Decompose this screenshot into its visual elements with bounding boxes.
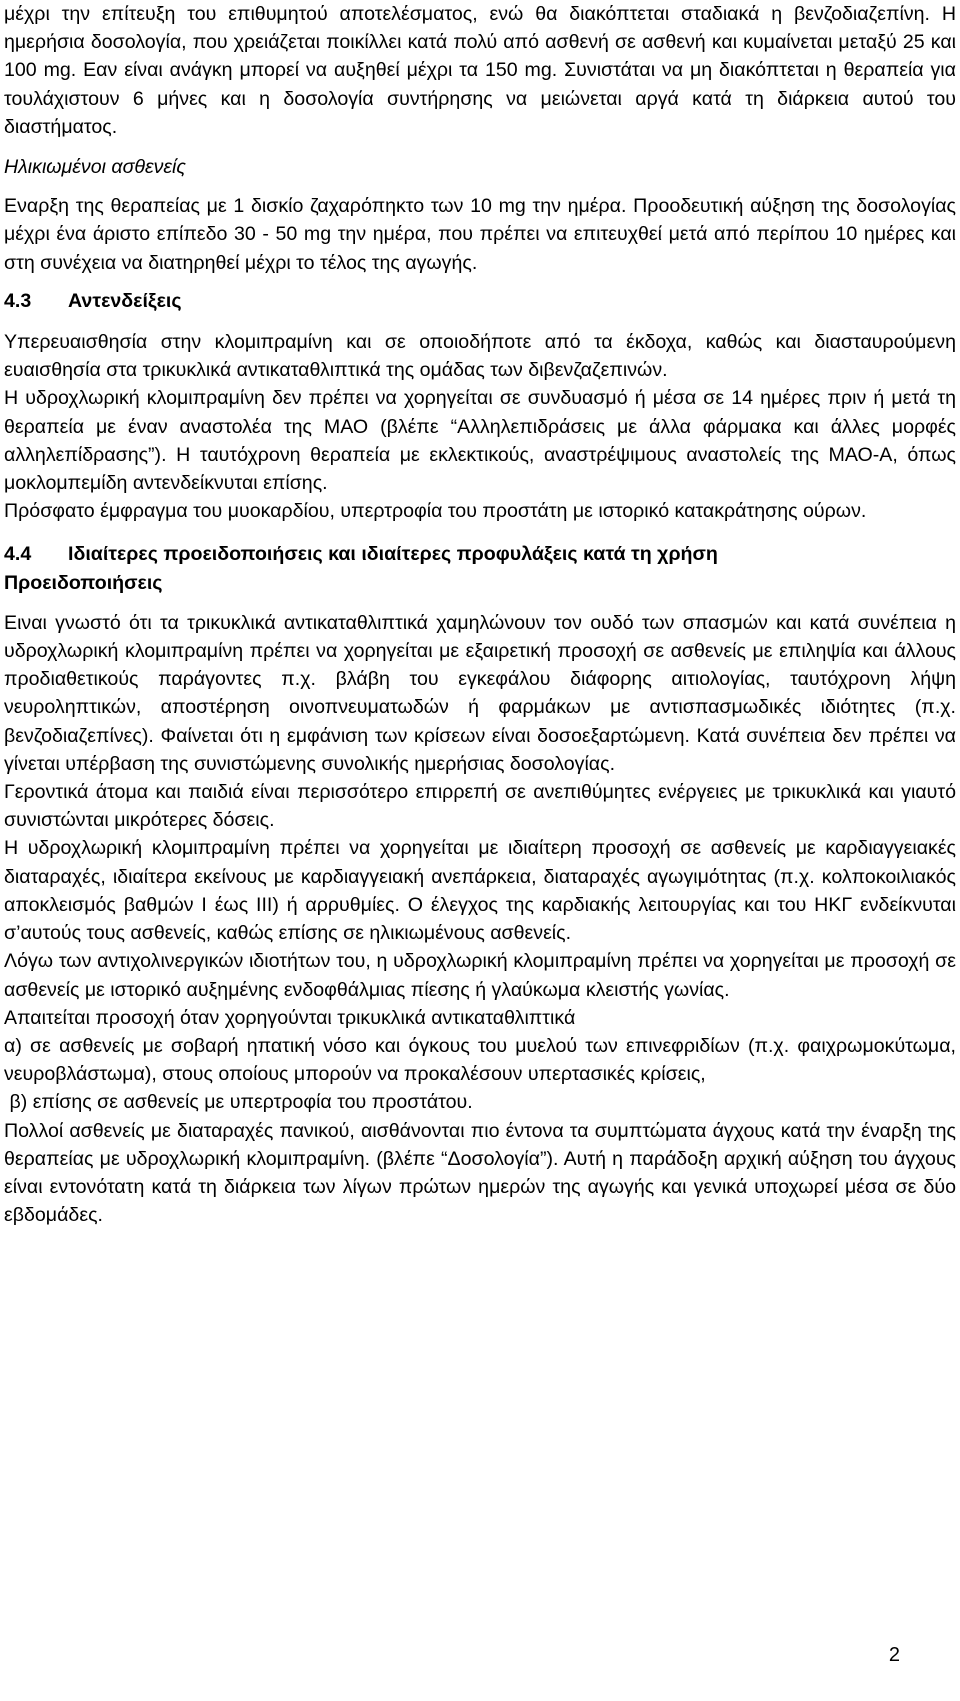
warning-paragraph: α) σε ασθενείς με σοβαρή ηπατική νόσο και όγκους του μυελού των επινεφριδίων (π.χ. φαιχρωμοκύτωμα, νευροβλάστωμα), στους οποίους μπορούν να προκαλέσουν υπερτασικές κρίσεις,: [4, 1034, 956, 1086]
warning-paragraph: Λόγω των αντιχολινεργικών ιδιοτήτων του, η υδροχλωρική κλομιπραμίνη πρέπει να χορηγείται με προσοχή σε ασθενείς με ιστορικό αυξημένης ενδοφθάλμιας πίεσης ή γλαύκωμα κλειστής γωνίας.: [4, 950, 956, 1001]
contraindication-paragraph: Η υδροχλωρική κλομιπραμίνη δεν πρέπει να χορηγείται σε συνδυασμό ή μέσα σε 14 ημέρες πριν ή μετά τη θεραπεία με έναν αναστολέα της ΜΑΟ (βλέπε “Αλληλεπιδράσεις με άλλα φάρμακα και άλλες μορφές αλληλεπίδρασης”). Η ταυτόχρονη θεραπεία με εκλεκτικούς, αναστρέψιμους αναστολείς της ΜΑΟ-Α, όπως μοκλομπεμίδη αντενδείκνυται επίσης.: [4, 387, 956, 495]
section-number: 4.4: [4, 543, 32, 566]
warning-paragraph: Γεροντικά άτομα και παιδιά είναι περισσότερο επιρρεπή σε ανεπιθύμητες ενέργειες με τρικυκλικά και γιαυτό συνιστώνται μικρότερες δόσεις.: [4, 781, 956, 832]
section-title: Ιδιαίτερες προειδοποιήσεις και ιδιαίτερες προφυλάξεις κατά τη χρήση: [68, 543, 718, 566]
contraindication-paragraph: Πρόσφατο έμφραγμα του μυοκαρδίου, υπερτροφία του προστάτη με ιστορικό κατακράτησης ούρων.: [4, 500, 867, 523]
warning-paragraph: Πολλοί ασθενείς με διαταραχές πανικού, αισθάνονται πιο έντονα τα συμπτώματα άγχους κατά την έναρξη της θεραπείας με υδροχλωρική κλομιπραμίνη. (βλέπε “Δοσολογία”). Αυτή η παράδοξη αρχική αύξηση του άγχους είναι εντονότατη κατά τη διάρκεια των λίγων πρώτων ημερών της αγωγής και γενικά υποχωρεί μέσα σε δύο εβδομάδες.: [4, 1119, 956, 1227]
page-number: 2: [888, 1644, 900, 1666]
warning-paragraph: Η υδροχλωρική κλομιπραμίνη πρέπει να χορηγείται με ιδιαίτερη προσοχή σε ασθενείς με καρδιαγγειακές διαταραχές, ιδιαίτερα εκείνους με καρδιαγγειακή ανεπάρκεια, διαταραχές αγωγιμότητας (π.χ. κολποκοιλιακός αποκλεισμός βαθμών Ι έως ΙΙΙ) ή αρρυθμίες. Ο έλεγχος της καρδιακής λειτουργίας και του ΗΚΓ ενδείκνυται σ’αυτούς τους ασθενείς, καθώς επίσης σε ηλικιωμένους ασθενείς.: [4, 837, 956, 945]
section-number: 4.3: [4, 289, 32, 312]
section-subheading: Προειδοποιήσεις: [4, 571, 163, 594]
section-4-4-heading: [4, 540, 956, 596]
warning-paragraph: Απαιτείται προσοχή όταν χορηγούνται τρικυκλικά αντικαταθλιπτικά: [4, 1006, 576, 1029]
section-title: Αντενδείξεις: [68, 289, 182, 312]
elderly-paragraph: Εναρξη της θεραπείας με 1 δισκίο ζαχαρόπηκτο των 10 mg την ημέρα. Προοδευτική αύξηση της δοσολογίας μέχρι ένα άριστο επίπεδο 30 - 50 mg την ημέρα, που πρέπει να επιτευχθεί μετά από περίπου 10 ημέρες και στη συνέχεια να διατηρηθεί μέχρι το τέλος της αγωγής.: [4, 195, 956, 274]
warning-paragraph: β) επίσης σε ασθενείς με υπερτροφία του προστάτου.: [4, 1091, 473, 1114]
warning-paragraph: Eιναι γνωστό ότι τα τρικυκλικά αντικαταθλιπτικά χαμηλώνουν τον ουδό των σπασμών και κατά συνέπεια η υδροχλωρική κλομιπραμίνη πρέπει να χορηγείται με εξαιρετική προσοχή σε ασθενείς με επιληψία και άλλους προδιαθετικούς παράγοντες π.χ. βλάβη του εγκεφάλου διάφορης αιτιολογίας, ταυτόχρονη λήψη νευροληπτικών, αποστέρηση οινοπνευματωδών ή φαρμάκων με αντισπασμωδικές ιδιότητες (π.χ. βενζοδιαζεπίνες). Φαίνεται ότι η εμφάνιση των κρίσεων είναι δοσοεξαρτώμενη. Κατά συνέπεια δεν πρέπει να γίνεται υπέρβαση της συνιστώμενης συνολικής ημερήσιας δοσολογίας.: [4, 611, 956, 775]
intro-paragraph: μέχρι την επίτευξη του επιθυμητού αποτελέσματος, ενώ θα διακόπτεται σταδιακά η βενζοδιαζεπίνη. Η ημερήσια δοσολογία, που χρειάζεται ποικίλλει κατά πολύ από ασθενή σε ασθενή και κυμαίνεται μεταξύ 25 και 100 mg. Εαν είναι ανάγκη μπορεί να αυξηθεί μέχρι τα 150 mg. Συνιστάται να μη διακόπτεται η θεραπεία για τουλάχιστουν 6 μήνες και η δοσολογία συντήρησης να μειώνεται αργά κατά τη διάρκεια αυτού του διαστήματος.: [4, 3, 956, 138]
document-page: [4, 0, 956, 1229]
section-4-3-heading: [4, 287, 956, 315]
elderly-heading: Ηλικιωμένοι ασθενείς: [4, 156, 186, 179]
contraindication-paragraph: Υπερευαισθησία στην κλομιπραμίνη και σε οποιοδήποτε από τα έκδοχα, καθώς και διασταυρούμενη ευαισθησία στα τρικυκλικά αντικαταθλιπτικά της ομάδας των διβενζαζεπινών.: [4, 331, 956, 382]
